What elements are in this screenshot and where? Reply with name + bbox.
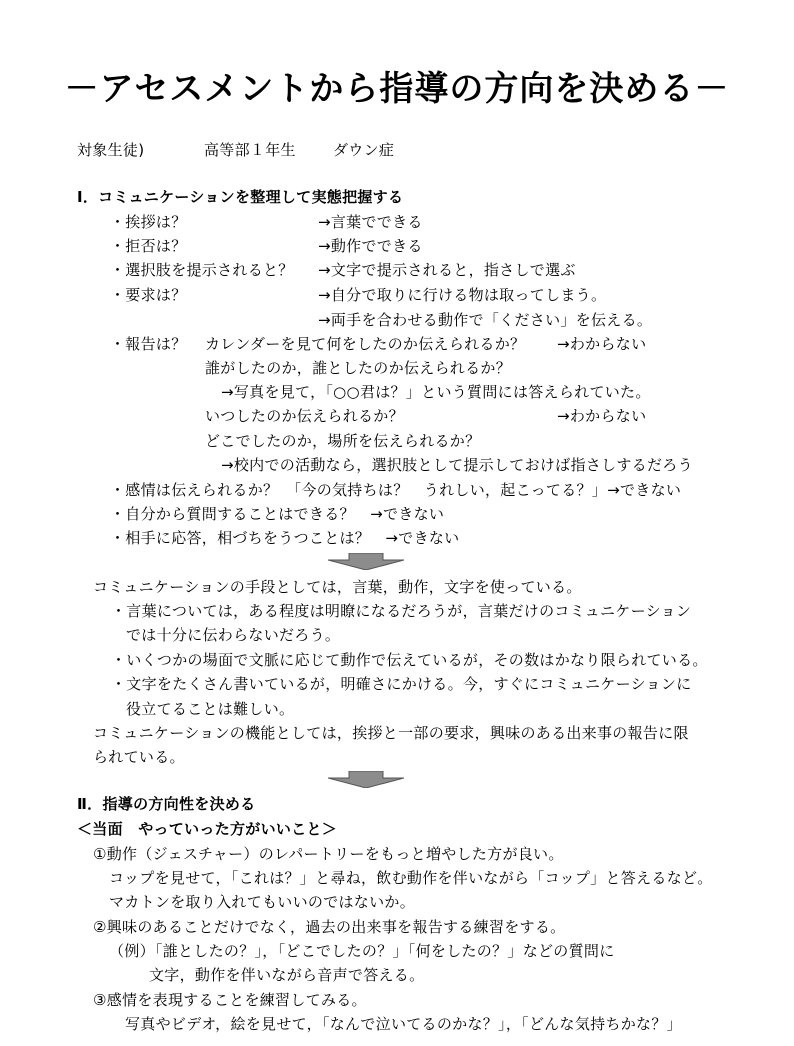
page-title: －アセスメントから指導の方向を決める－ — [64, 69, 730, 109]
ask-item: ・自分から質問することはできる？ →できない — [110, 505, 445, 523]
subject-condition: ダウン症 — [333, 141, 395, 159]
plan-item-2-note: 文字，動作を伴いながら音声で答える。 — [149, 966, 425, 984]
report-label: ・報告は？ — [110, 335, 187, 353]
report-line2: 誰がしたのか，誰としたのか伝えられるか？ — [205, 359, 512, 377]
plan-item-3: ③感情を表現することを練習してみる。 — [93, 991, 367, 1009]
item-choice-answer: →文字で提示されると，指さしで選ぶ — [318, 261, 576, 279]
down-arrow-icon — [328, 771, 404, 788]
subject-grade: 高等部１年生 — [204, 141, 296, 159]
item-request-answer: →自分で取りに行ける物は取ってしまう。 — [318, 286, 607, 304]
subject-label: 対象生徒) — [77, 141, 145, 159]
section1-heading: Ⅰ．コミュニケーションを整理して実態把握する — [77, 188, 404, 206]
plan-item-2: ②興味のあることだけでなく，過去の出来事を報告する練習をする。 — [93, 918, 566, 936]
report-line1: カレンダーを見て何をしたのか伝えられるか？ — [205, 335, 526, 353]
summary-function-line1: コミュニケーションの機能としては，挨拶と一部の要求，興味のある出来事の報告に限 — [93, 724, 689, 742]
summary-bullet1-line2: では十分に伝わらないだろう。 — [126, 626, 341, 644]
plan-item-3-example: 写真やビデオ，絵を見せて，「なんで泣いてるのかな？」，「どんな気持ちかな？」 — [125, 1015, 682, 1033]
item-greeting-question: ・挨拶は？ — [110, 213, 187, 231]
item-refusal-question: ・拒否は？ — [110, 237, 187, 255]
report-line5: どこでしたのか，場所を伝えられるか？ — [205, 432, 481, 450]
report-line4: いつしたのか伝えられるか？ — [205, 407, 404, 425]
plan-item-1: ①動作（ジェスチャー）のレパートリーをもっと増やした方が良い。 — [93, 845, 564, 863]
summary-bullet2: ・いくつかの場面で文脈に応じて動作で伝えているが，その数はかなり限られている。 — [111, 651, 708, 669]
report-line6: →校内での活動なら，選択肢として提示しておけば指さしするだろう — [221, 456, 693, 474]
summary-bullet1-line1: ・言葉については，ある程度は明瞭になるだろうが，言葉だけのコミュニケーション — [111, 602, 692, 620]
summary-bullet3-line2: 役立てることは難しい。 — [126, 700, 295, 718]
item-request-answer-2: →両手を合わせる動作で「ください」を伝える。 — [318, 311, 653, 329]
report-line3: →写真を見て，「○○君は？」という質問には答えられていた。 — [221, 383, 651, 401]
report-line1-answer: →わからない — [557, 335, 647, 353]
item-refusal-answer: →動作でできる — [318, 237, 423, 255]
section2-heading: Ⅱ．指導の方向性を決める — [77, 795, 256, 813]
item-choice-question: ・選択肢を提示されると？ — [110, 261, 294, 279]
emotion-item: ・感情は伝えられるか？ 「今の気持ちは？ うれしい，起こってる？」→できない — [110, 481, 682, 499]
item-request-question: ・要求は？ — [110, 286, 187, 304]
summary-bullet3-line1: ・文字をたくさん書いているが，明確さにかける。今，すぐにコミュニケーションに — [111, 675, 692, 693]
item-greeting-answer: →言葉でできる — [318, 213, 423, 231]
plan-item-1-note: マカトンを取り入れてもいいのではないか。 — [109, 893, 416, 911]
summary-function-line2: られている。 — [93, 748, 185, 766]
response-item: ・相手に応答，相づちをうつことは？ →できない — [110, 529, 460, 547]
plan-item-1-example: コップを見せて，「これは？」と尋ね，飲む動作を伴いながら「コップ」と答えるなど。 — [109, 869, 713, 887]
plan-item-2-example: （例）「誰としたの？」，「どこでしたの？」「何をしたの？」などの質問に — [109, 942, 615, 960]
section2-subheading: ＜当面 やっていった方がいいこと＞ — [77, 820, 338, 838]
summary-means: コミュニケーションの手段としては，言葉，動作，文字を使っている。 — [93, 578, 582, 596]
report-line4-answer: →わからない — [557, 407, 647, 425]
down-arrow-icon — [328, 553, 404, 570]
